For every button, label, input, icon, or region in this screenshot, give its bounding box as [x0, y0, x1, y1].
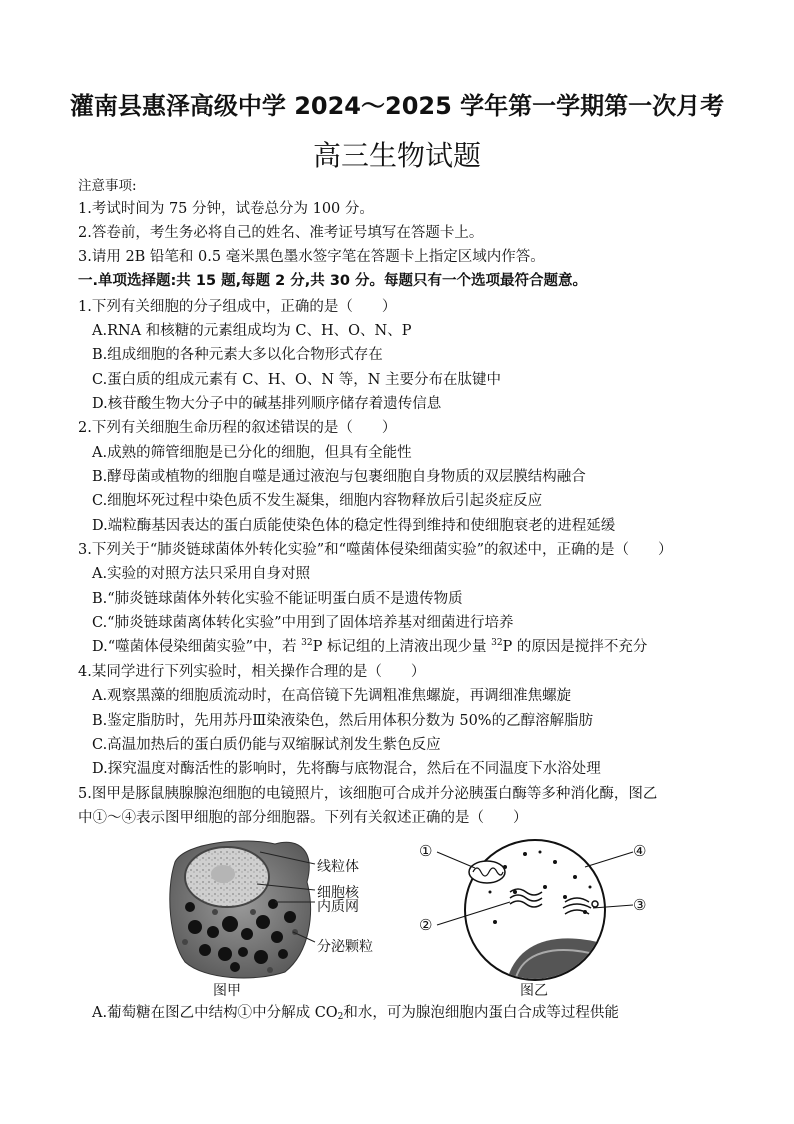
exam-subtitle: 高三生物试题 — [312, 139, 481, 172]
question-4-stem: 4.某同学进行下列实验时，相关操作合理的是（ ） — [78, 664, 426, 680]
question-4-option-d: D.探究温度对酶活性的影响时，先将酶与底物混合，然后在不同温度下水浴处理 — [92, 761, 601, 777]
question-3-option-c: C.“肺炎链球菌离体转化实验”中用到了固体培养基对细菌进行培养 — [92, 615, 514, 631]
question-4-option-b: B.鉴定脂肪时，先用苏丹Ⅲ染液染色，然后用体积分数为 50%的乙醇溶解脂肪 — [92, 713, 594, 729]
organelle-label-1: ① — [419, 842, 433, 860]
question-2-option-d: D.端粒酶基因表达的蛋白质能使染色体的稳定性得到维持和使细胞衰老的进程延缓 — [92, 518, 616, 534]
question-2-option-a: A.成熟的筛管细胞是已分化的细胞，但具有全能性 — [92, 445, 412, 461]
organelle-label-3: ③ — [633, 896, 647, 914]
section-heading: 一.单项选择题:共 15 题,每题 2 分,共 30 分。每题只有一个选项最符合题意。 — [78, 273, 588, 289]
question-2-stem: 2.下列有关细胞生命历程的叙述错误的是（ ） — [78, 420, 397, 436]
question-4-option-a: A.观察黑藻的细胞质流动时，在高倍镜下先调粗准焦螺旋，再调细准焦螺旋 — [92, 688, 572, 704]
question-5-stem-line-1: 5.图甲是豚鼠胰腺腺泡细胞的电镜照片，该细胞可合成并分泌胰蛋白酶等多种消化酶，图乙 — [78, 786, 658, 802]
question-4-option-c: C.高温加热后的蛋白质仍能与双缩脲试剂发生紫色反应 — [92, 737, 441, 753]
organelle-diagram — [415, 832, 655, 982]
question-1-option-c: C.蛋白质的组成元素有 C、H、O、N 等，N 主要分布在肽键中 — [92, 372, 502, 388]
exam-title: 灌南县惠泽高级中学 2024～2025 学年第一学期第一次月考 — [69, 92, 725, 120]
question-1-option-d: D.核苷酸生物大分子中的碱基排列顺序储存着遗传信息 — [92, 396, 442, 412]
figure-yi-caption: 图乙 — [520, 983, 548, 999]
question-3-stem: 3.下列关于“肺炎链球菌体外转化实验”和“噬菌体侵染细菌实验”的叙述中，正确的是（ ） — [78, 542, 673, 558]
label-er: 内质网 — [317, 899, 359, 915]
cell-micrograph-image — [165, 832, 405, 982]
label-nucleus: 细胞核 — [317, 885, 359, 901]
question-2-option-c: C.细胞坏死过程中染色质不发生凝集，细胞内容物释放后引起炎症反应 — [92, 493, 543, 509]
label-mitochondria: 线粒体 — [317, 859, 359, 875]
organelle-label-2: ② — [419, 916, 433, 934]
note-item-2: 2.答卷前，考生务必将自己的姓名、准考证号填写在答题卡上。 — [78, 225, 484, 241]
question-1-option-a: A.RNA 和核糖的元素组成均为 C、H、O、N、P — [92, 323, 412, 339]
figure-jia — [165, 832, 405, 1002]
note-item-1: 1.考试时间为 75 分钟，试卷总分为 100 分。 — [78, 201, 374, 217]
figure-jia-caption: 图甲 — [213, 983, 241, 999]
question-5-stem-line-2: 中①～④表示图甲细胞的部分细胞器。下列有关叙述正确的是（ ） — [78, 810, 528, 826]
question-3-option-b: B.“肺炎链球菌体外转化实验不能证明蛋白质不是遗传物质 — [92, 591, 463, 607]
question-1-stem: 1.下列有关细胞的分子组成中，正确的是（ ） — [78, 299, 397, 315]
question-2-option-b: B.酵母菌或植物的细胞自噬是通过液泡与包裹细胞自身物质的双层膜结构融合 — [92, 469, 586, 485]
notes-heading: 注意事项: — [78, 178, 137, 194]
question-1-option-b: B.组成细胞的各种元素大多以化合物形式存在 — [92, 347, 383, 363]
organelle-label-4: ④ — [633, 842, 647, 860]
figure-yi — [415, 832, 655, 1002]
label-secretory-granule: 分泌颗粒 — [317, 939, 373, 955]
question-5-option-a: A.葡萄糖在图乙中结构①中分解成 $CO_2$和水，可为腺泡细胞内蛋白合成等过程供能 — [92, 1005, 619, 1022]
question-3-option-d: D.“噬菌体侵染细菌实验”中，若 $^{32}$P 标记组的上清液出现少量 $^{32}$P 的原因是搅拌不充分 — [92, 638, 648, 655]
note-item-3: 3.请用 2B 铅笔和 0.5 毫米黑色墨水签字笔在答题卡上指定区域内作答。 — [78, 249, 545, 265]
question-3-option-a: A.实验的对照方法只采用自身对照 — [92, 566, 311, 582]
